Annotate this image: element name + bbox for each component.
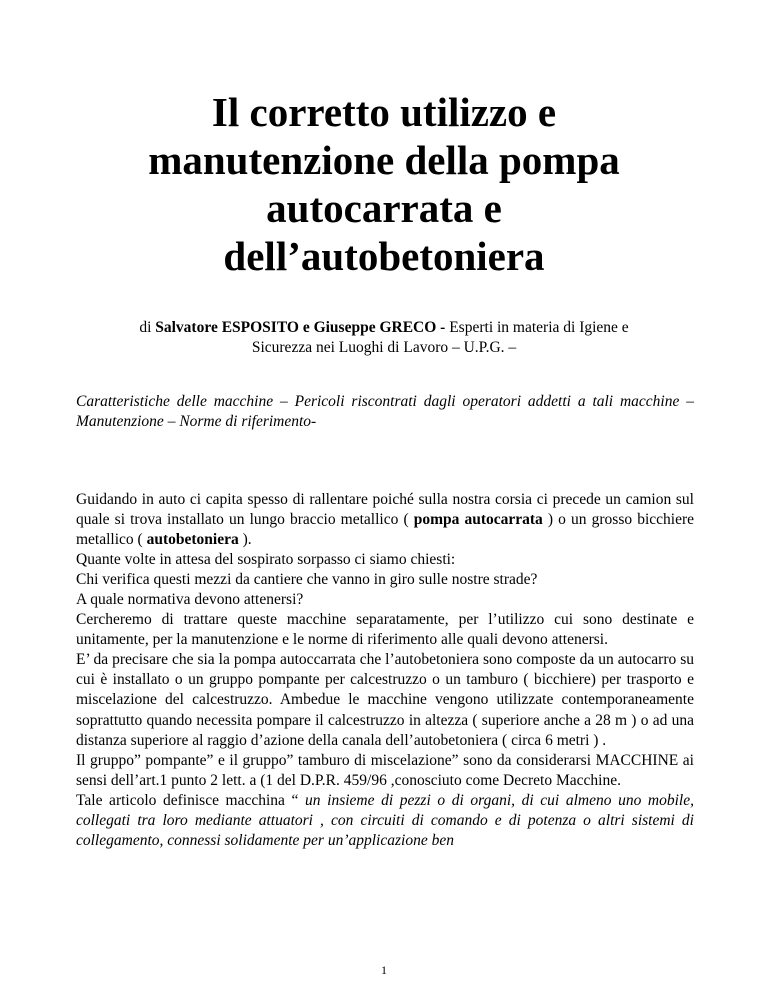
title-line: manutenzione della pompa xyxy=(148,137,620,183)
paragraph: E’ da precisare che sia la pompa autoccarrata che l’autobetoniera sono composte da un autocarro su cui è installato o un gruppo pompante per calcestruzzo o un tamburo ( bicchiere) per trasporto e miscelazione del calcestruzzo. Ambedue le macchine vengono utilizzate contemporaneamente soprattutto quando necessita pompare il calcestruzzo in altezza ( superiore anche a 28 m ) o ad una distanza superiore al raggio d’azione della canala dell’autobetoniera ( circa 6 metri ) . xyxy=(76,651,694,749)
byline-prefix: di xyxy=(139,319,156,336)
paragraph xyxy=(76,791,694,851)
title-line: autocarrata e xyxy=(266,185,502,231)
bold-term-autobetoniera: autobetoniera xyxy=(146,531,239,549)
author-names: Salvatore ESPOSITO e Giuseppe GRECO - xyxy=(155,319,450,336)
paragraph xyxy=(76,490,694,550)
abstract-text: Caratteristiche delle macchine – Pericoli riscontrati dagli operatori addetti a tali macchine – Manutenzione – Norme di riferimento- xyxy=(76,393,694,430)
paragraph-text: ) o un grosso bicchiere metallico ( xyxy=(76,511,694,549)
document-title xyxy=(60,88,708,280)
paragraph-text: ). xyxy=(238,531,252,549)
authors-byline xyxy=(110,318,658,358)
paragraph: Cercheremo di trattare queste macchine separatamente, per l’utilizzo cui sono destinate e unitamente, per la manutenzione e le norme di riferimento alle quali devono attenersi. xyxy=(76,611,694,649)
paragraph: Il gruppo” pompante” e il gruppo” tamburo di miscelazione” sono da considerarsi MACCHINE ai sensi dell’art.1 punto 2 lett. a (1 del D.P.R. 459/96 ,conosciuto come Decreto Macchine. xyxy=(76,751,694,789)
paragraph-text: Tale articolo definisce macchina “ xyxy=(76,791,306,809)
title-line: dell’autobetoniera xyxy=(223,233,545,279)
page-number: 1 xyxy=(381,963,387,977)
paragraph: Chi verifica questi mezzi da cantiere che vanno in giro sulle nostre strade? xyxy=(76,571,538,589)
author-affiliation: Esperti in materia di Igiene e Sicurezza nei Luoghi di Lavoro – U.P.G. – xyxy=(251,319,629,356)
paragraph: Quante volte in attesa del sospirato sorpasso ci siamo chiesti: xyxy=(76,551,456,569)
paragraph-text: Guidando in auto ci capita spesso di rallentare poiché sulla nostra corsia ci precede un camion sul quale si trova installato un lungo braccio metallico ( xyxy=(76,491,694,529)
body-text xyxy=(76,490,694,851)
italic-quote: un insieme di pezzi o di organi, di cui almeno uno mobile, collegati tra loro mediante attuatori , con circuiti di comando e di potenza o altri sistemi di collegamento, connessi solidamente per un’applicazione ben xyxy=(76,791,694,849)
title-line: Il corretto utilizzo e xyxy=(211,89,557,135)
bold-term-pompa: pompa autocarrata xyxy=(413,511,543,529)
paragraph: A quale normativa devono attenersi? xyxy=(76,591,304,609)
